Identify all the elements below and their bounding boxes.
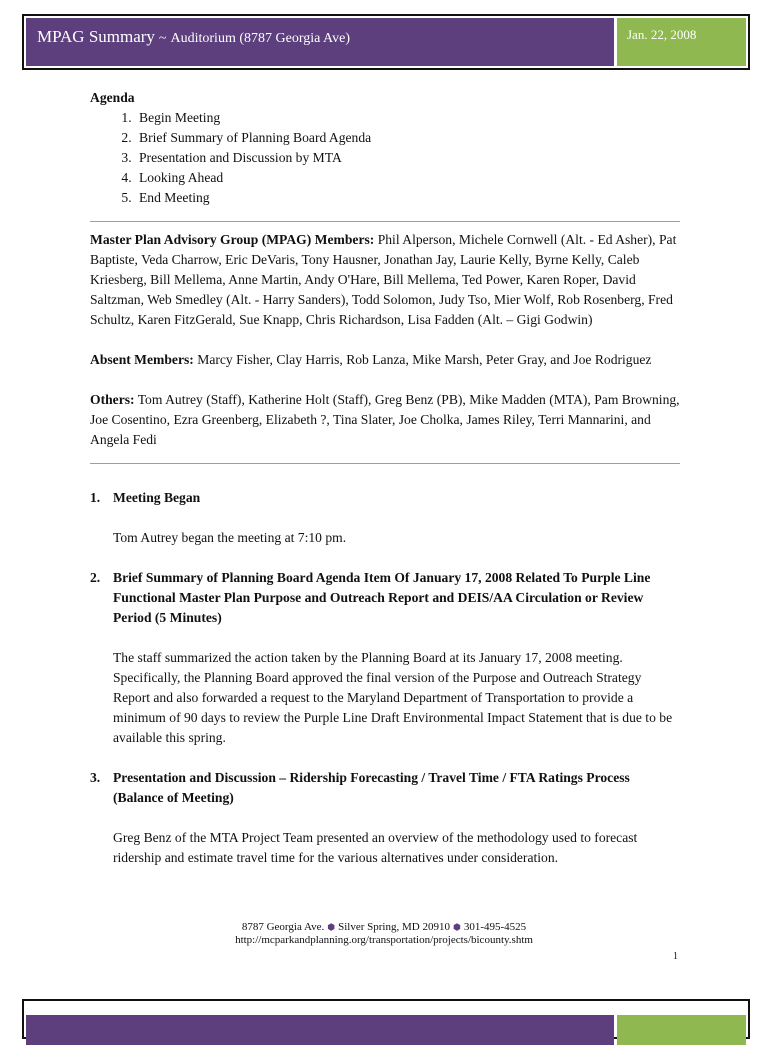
section-divider — [90, 221, 680, 222]
agenda-item: 5. End Meeting — [135, 188, 680, 208]
next-page-title-bar — [26, 1015, 614, 1045]
page-footer — [0, 921, 768, 947]
section-divider — [90, 463, 680, 464]
title-separator: ~ — [158, 31, 167, 46]
page-number: 1 — [673, 951, 678, 962]
section-title: Presentation and Discussion – Ridership Forecasting / Travel Time / FTA Ratings Process (Balance of Meeting) — [113, 770, 630, 805]
agenda-item: 4. Looking Ahead — [135, 168, 680, 188]
footer-contact-line — [0, 921, 768, 934]
section-heading — [90, 768, 680, 808]
meeting-date: Jan. 22, 2008 — [617, 18, 746, 66]
agenda-item: 1. Begin Meeting — [135, 108, 680, 128]
footer-phone: 301-495-4525 — [463, 921, 527, 933]
members-list: Phil Alperson, Michele Cornwell (Alt. - Ed Asher), Pat Baptiste, Veda Charrow, Eric DeVaris, Tony Hausner, Jonathan Jay, Laurie Kelly, Byrne Kelly, Caleb Kriesberg, Bill Mellema, Anne Martin, Andy O'Hare, Bill Mellema, Ted Power, Karen Roper, David Saltzman, Web Smedley (Alt. - Harry Sanders), Todd Solomon, Judy Tso, Mier Wolf, Rob Rosenberg, Fred Schultz, Karen FitzGerald, Sue Knapp, Chris Richardson, Lisa Fadden (Alt. – Gigi Godwin) — [90, 232, 677, 327]
section-heading — [90, 568, 680, 628]
absent-list: Marcy Fisher, Clay Harris, Rob Lanza, Mike Marsh, Peter Gray, and Joe Rodriguez — [197, 352, 652, 367]
section-number: 2. — [90, 570, 101, 585]
footer-url[interactable]: http://mcparkandplanning.org/transportation/projects/bicounty.shtm — [235, 934, 533, 946]
agenda-heading: Agenda — [90, 90, 135, 105]
hexagon-bullet-icon: ⬢ — [452, 922, 461, 932]
section-heading — [90, 488, 680, 508]
document-title: MPAG Summary — [37, 27, 155, 46]
next-page-header — [22, 999, 750, 1039]
others-paragraph — [90, 390, 680, 450]
page-header — [22, 14, 750, 70]
agenda-list — [90, 108, 680, 208]
absent-label: Absent Members: — [90, 352, 194, 367]
section-body: Tom Autrey began the meeting at 7:10 pm. — [113, 530, 347, 545]
members-paragraph — [90, 230, 680, 330]
agenda-item: 3. Presentation and Discussion by MTA — [135, 148, 680, 168]
footer-city: Silver Spring, MD 20910 — [338, 921, 450, 933]
agenda-item: 2. Brief Summary of Planning Board Agenda — [135, 128, 680, 148]
document-body — [90, 88, 680, 868]
others-label: Others: — [90, 392, 135, 407]
others-list: Tom Autrey (Staff), Katherine Holt (Staff), Greg Benz (PB), Mike Madden (MTA), Pam Browning, Joe Cosentino, Ezra Greenberg, Elizabeth ?, Tina Slater, Joe Cholka, James Riley, Terri Mannarini, and Angela Fedi — [90, 392, 680, 447]
footer-address: 8787 Georgia Ave. — [241, 921, 325, 933]
section-body: The staff summarized the action taken by the Planning Board at its January 17, 2008 meeting. Specifically, the Planning Board approved the final version of the Purpose and Outreach Strategy Report and also forwarded a request to the Maryland Department of Transportation to provide a minimum of 90 days to review the Purple Line Draft Environmental Impact Statement that is due to be available this spring. — [113, 650, 673, 745]
section-title: Brief Summary of Planning Board Agenda Item Of January 17, 2008 Related To Purple Line Functional Master Plan Purpose and Outreach Report and DEIS/AA Circulation or Review Period (5 Minutes) — [113, 570, 651, 625]
section-title: Meeting Began — [113, 490, 201, 505]
meeting-location: Auditorium (8787 Georgia Ave) — [170, 31, 351, 46]
section-number: 1. — [90, 490, 101, 505]
members-label: Master Plan Advisory Group (MPAG) Members: — [90, 232, 375, 247]
section-body: Greg Benz of the MTA Project Team presented an overview of the methodology used to forecast ridership and estimate travel time for the various alternatives under consideration. — [113, 830, 638, 865]
absent-paragraph — [90, 350, 680, 370]
section-number: 3. — [90, 770, 101, 785]
header-title-bar — [26, 18, 614, 66]
next-page-date-box — [617, 1015, 746, 1045]
hexagon-bullet-icon: ⬢ — [327, 922, 336, 932]
